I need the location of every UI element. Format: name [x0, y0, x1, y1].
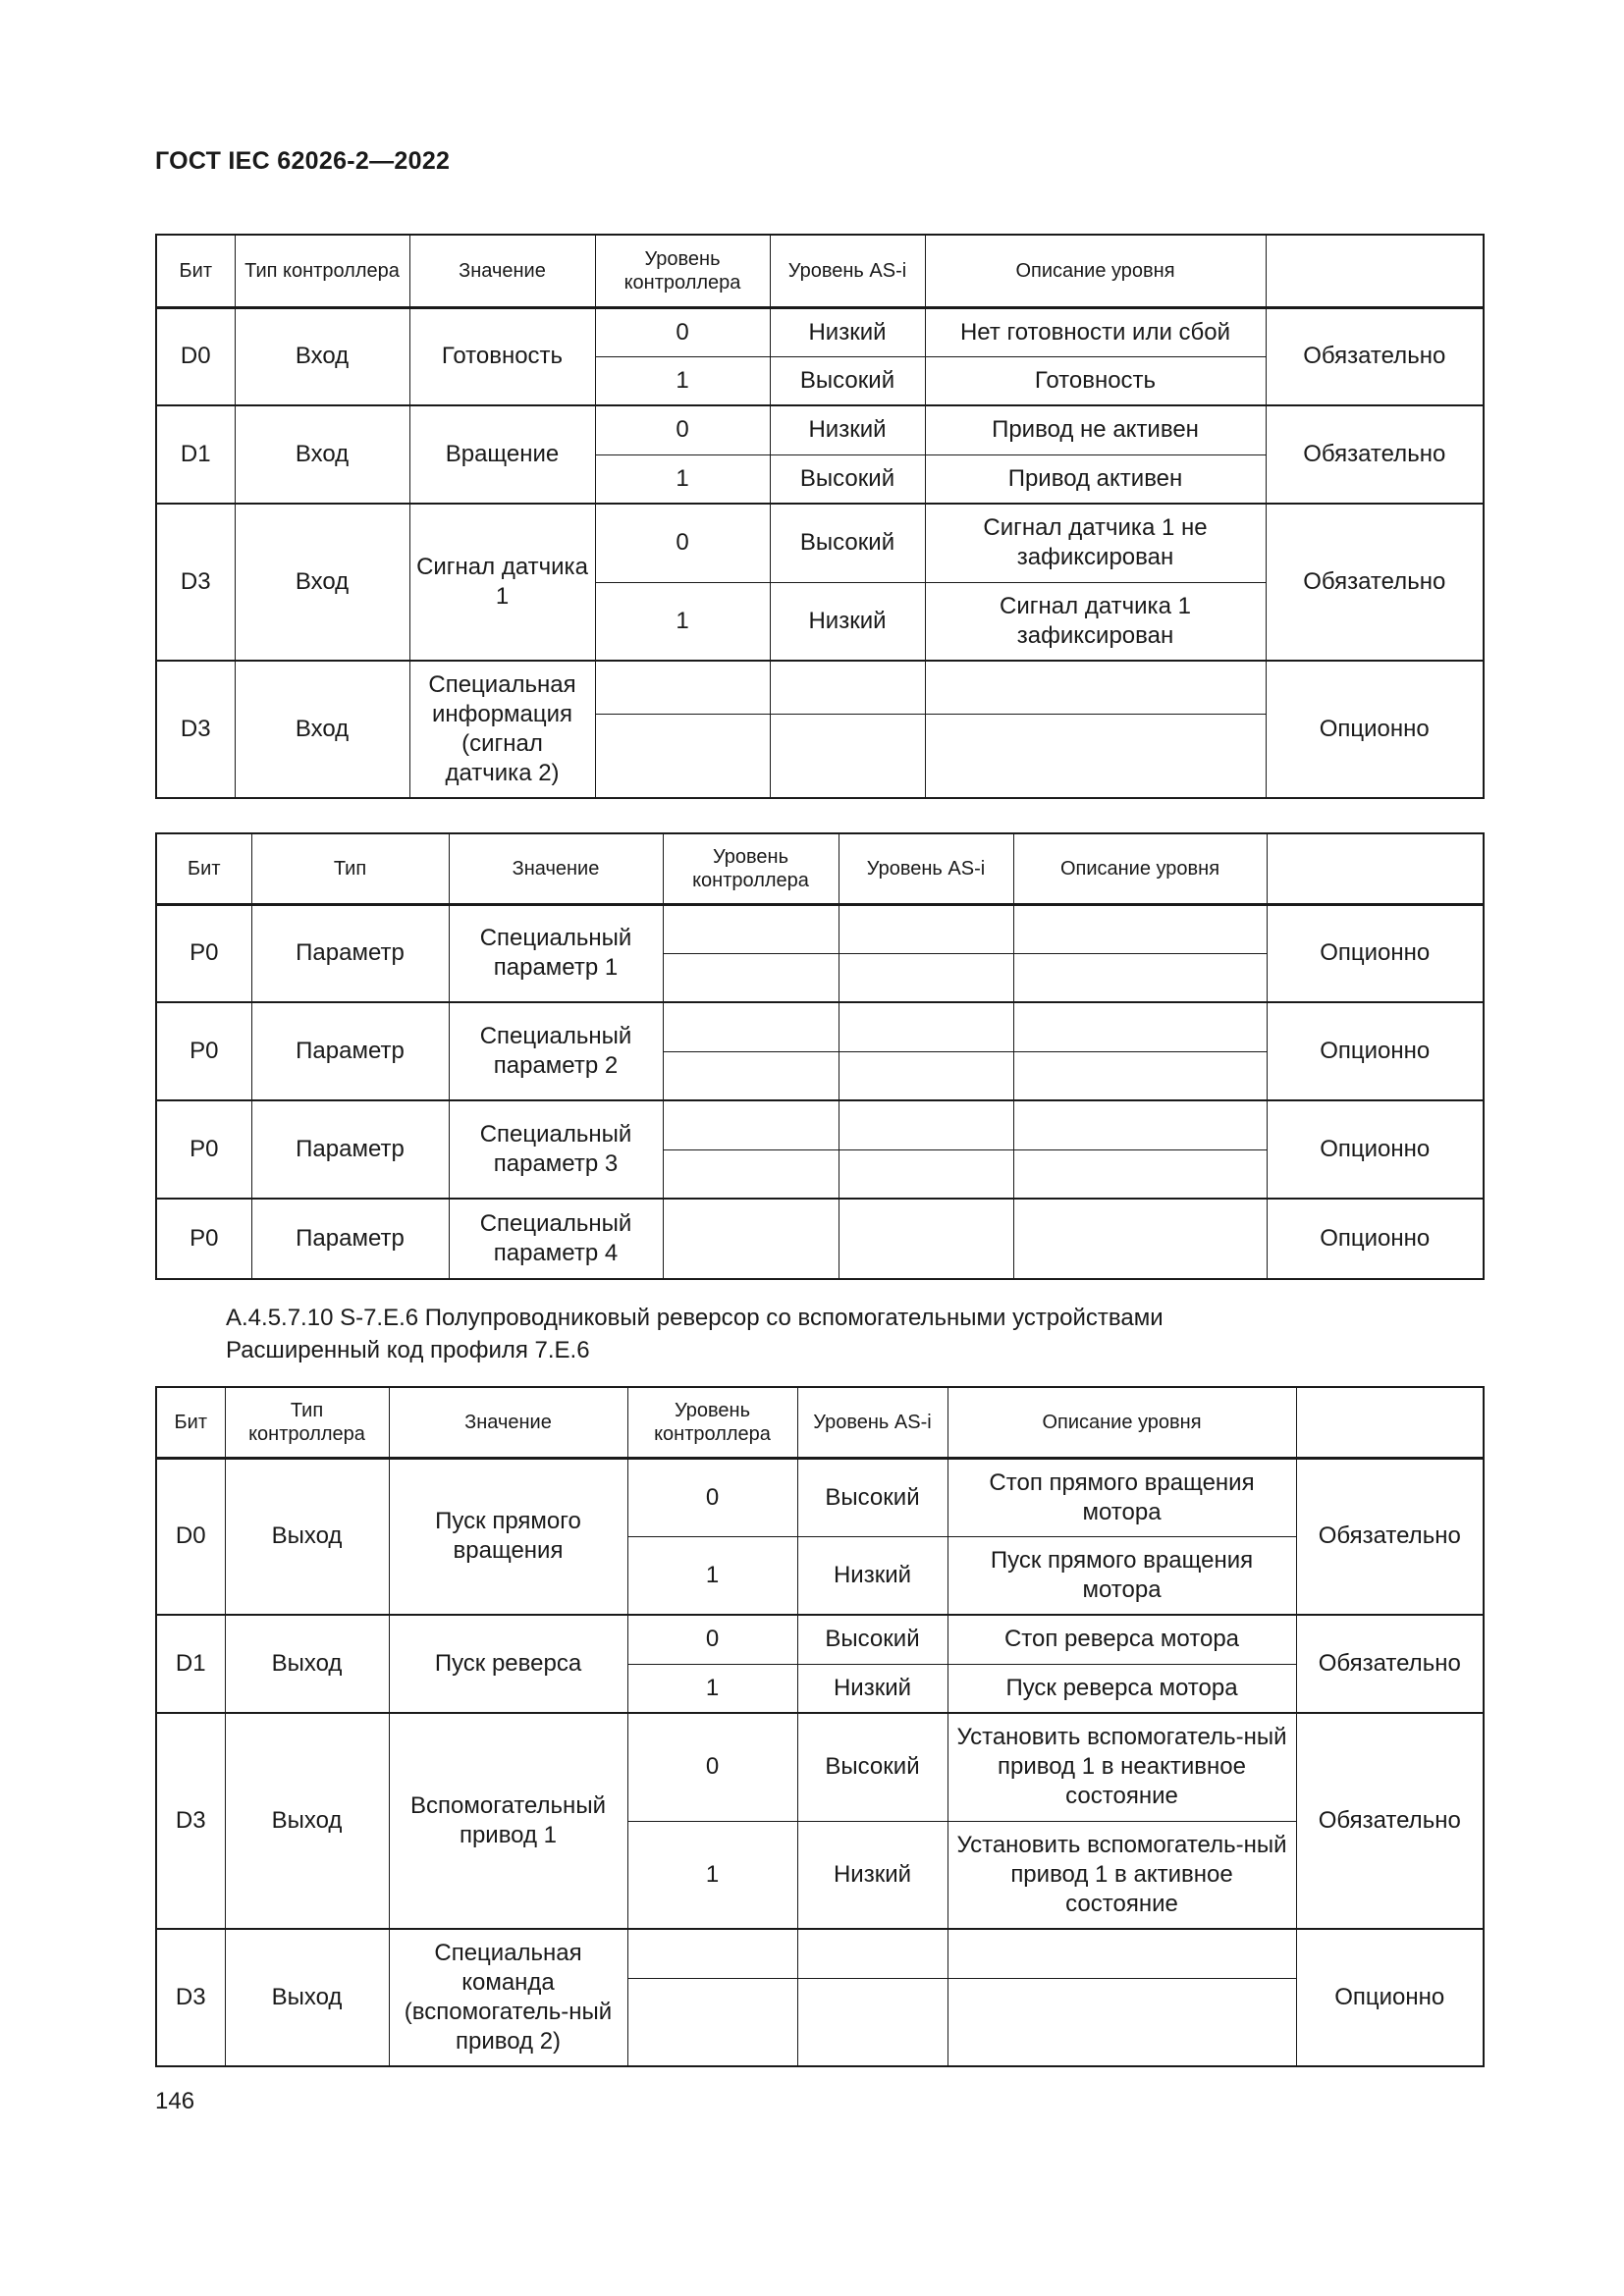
cell-description: Нет готовности или сбой [925, 307, 1266, 356]
cell-description [947, 1978, 1296, 2066]
cell-controller-level [595, 661, 770, 714]
cell-description: Стоп реверса мотора [947, 1615, 1296, 1664]
column-header-controller-level: Уровень контроллера [663, 833, 839, 904]
cell-requirement: Опционно [1267, 1100, 1484, 1199]
cell-controller-level: 1 [595, 454, 770, 504]
cell-type: Вход [235, 405, 409, 504]
cell-empty [1013, 1002, 1267, 1051]
cell-asi-level: Низкий [770, 582, 925, 661]
cell-asi-level: Высокий [797, 1615, 947, 1664]
cell-description: Установить вспомогатель-ный привод 1 в активное состояние [947, 1821, 1296, 1929]
column-header-requirement [1296, 1387, 1484, 1458]
column-header-requirement [1266, 235, 1484, 307]
cell-description: Готовность [925, 356, 1266, 405]
cell-description [947, 1929, 1296, 1978]
cell-value: Специальный параметр 4 [449, 1199, 663, 1279]
cell-asi-level: Низкий [770, 307, 925, 356]
table-inputs [155, 234, 1485, 799]
cell-controller-level: 0 [627, 1713, 797, 1821]
page-number: 146 [155, 2088, 195, 2114]
cell-bit: D1 [156, 405, 235, 504]
cell-requirement: Опционно [1267, 1002, 1484, 1100]
column-header-value: Значение [449, 833, 663, 904]
cell-empty [1013, 1051, 1267, 1100]
cell-value: Специальный параметр 1 [449, 904, 663, 1002]
cell-empty [663, 953, 839, 1002]
cell-description: Привод активен [925, 454, 1266, 504]
column-header-value: Значение [389, 1387, 627, 1458]
cell-value: Специальный параметр 2 [449, 1002, 663, 1100]
section-title: А.4.5.7.10 S-7.E.6 Полупроводниковый реверсор со вспомогательными устройствами [226, 1305, 1164, 1331]
cell-empty [839, 1199, 1013, 1279]
cell-controller-level: 0 [595, 504, 770, 582]
cell-description: Сигнал датчика 1 зафиксирован [925, 582, 1266, 661]
column-header-level-description: Описание уровня [1013, 833, 1267, 904]
cell-bit: D0 [156, 1458, 225, 1615]
cell-bit: P0 [156, 904, 251, 1002]
cell-type: Выход [225, 1929, 389, 2066]
cell-value: Специальная информация (сигнал датчика 2) [409, 661, 595, 798]
cell-empty [839, 1100, 1013, 1149]
cell-requirement: Опционно [1296, 1929, 1484, 2066]
table-parameters [155, 832, 1485, 1280]
cell-type: Параметр [251, 1100, 449, 1199]
cell-description: Сигнал датчика 1 не зафиксирован [925, 504, 1266, 582]
cell-requirement: Опционно [1267, 904, 1484, 1002]
cell-description: Стоп прямого вращения мотора [947, 1458, 1296, 1536]
cell-bit: P0 [156, 1199, 251, 1279]
cell-asi-level [770, 714, 925, 798]
cell-type: Выход [225, 1458, 389, 1615]
cell-controller-level: 1 [627, 1664, 797, 1713]
table-outputs [155, 1386, 1485, 2067]
cell-value: Пуск прямого вращения [389, 1458, 627, 1615]
cell-value: Специальная команда (вспомогатель-ный привод 2) [389, 1929, 627, 2066]
cell-empty [663, 1002, 839, 1051]
cell-controller-level: 0 [595, 307, 770, 356]
cell-empty [663, 1149, 839, 1199]
cell-controller-level: 0 [627, 1458, 797, 1536]
cell-empty [839, 904, 1013, 953]
cell-asi-level: Высокий [770, 454, 925, 504]
cell-asi-level: Высокий [797, 1713, 947, 1821]
cell-bit: P0 [156, 1002, 251, 1100]
cell-asi-level: Низкий [797, 1536, 947, 1615]
cell-asi-level: Низкий [770, 405, 925, 454]
cell-empty [839, 1051, 1013, 1100]
cell-value: Специальный параметр 3 [449, 1100, 663, 1199]
column-header-level-description: Описание уровня [925, 235, 1266, 307]
cell-asi-level: Низкий [797, 1821, 947, 1929]
cell-controller-level: 1 [627, 1536, 797, 1615]
cell-empty [663, 1051, 839, 1100]
cell-asi-level [770, 661, 925, 714]
section-profile-code: Расширенный код профиля 7.E.6 [226, 1337, 590, 1363]
column-header-asi-level: Уровень AS-i [797, 1387, 947, 1458]
cell-bit: D0 [156, 307, 235, 405]
cell-asi-level [797, 1929, 947, 1978]
column-header-type: Тип контроллера [235, 235, 409, 307]
column-header-asi-level: Уровень AS-i [839, 833, 1013, 904]
cell-value: Пуск реверса [389, 1615, 627, 1713]
cell-description: Пуск реверса мотора [947, 1664, 1296, 1713]
column-header-bit: Бит [156, 1387, 225, 1458]
cell-description [925, 714, 1266, 798]
cell-empty [839, 953, 1013, 1002]
cell-requirement: Обязательно [1266, 405, 1484, 504]
cell-empty [839, 1002, 1013, 1051]
cell-bit: D3 [156, 504, 235, 661]
cell-value: Сигнал датчика 1 [409, 504, 595, 661]
column-header-value: Значение [409, 235, 595, 307]
cell-requirement: Опционно [1267, 1199, 1484, 1279]
column-header-type: Тип контроллера [225, 1387, 389, 1458]
cell-requirement: Обязательно [1296, 1713, 1484, 1929]
cell-type: Параметр [251, 904, 449, 1002]
cell-requirement: Обязательно [1266, 504, 1484, 661]
column-header-bit: Бит [156, 235, 235, 307]
cell-controller-level: 1 [627, 1821, 797, 1929]
cell-empty [1013, 904, 1267, 953]
cell-type: Параметр [251, 1002, 449, 1100]
cell-controller-level [627, 1978, 797, 2066]
cell-controller-level [627, 1929, 797, 1978]
cell-value: Вспомогательный привод 1 [389, 1713, 627, 1929]
cell-description: Пуск прямого вращения мотора [947, 1536, 1296, 1615]
column-header-bit: Бит [156, 833, 251, 904]
cell-empty [663, 904, 839, 953]
cell-bit: D3 [156, 661, 235, 798]
cell-empty [839, 1149, 1013, 1199]
cell-description: Установить вспомогатель-ный привод 1 в неактивное состояние [947, 1713, 1296, 1821]
column-header-type: Тип [251, 833, 449, 904]
cell-controller-level: 0 [627, 1615, 797, 1664]
cell-requirement: Обязательно [1296, 1615, 1484, 1713]
cell-requirement: Обязательно [1266, 307, 1484, 405]
cell-empty [663, 1199, 839, 1279]
cell-type: Вход [235, 661, 409, 798]
cell-empty [663, 1100, 839, 1149]
cell-type: Параметр [251, 1199, 449, 1279]
cell-controller-level: 0 [595, 405, 770, 454]
cell-bit: D1 [156, 1615, 225, 1713]
cell-requirement: Обязательно [1296, 1458, 1484, 1615]
cell-empty [1013, 953, 1267, 1002]
column-header-controller-level: Уровень контроллера [595, 235, 770, 307]
cell-type: Вход [235, 307, 409, 405]
cell-type: Выход [225, 1713, 389, 1929]
section-heading [226, 1302, 1164, 1366]
column-header-controller-level: Уровень контроллера [627, 1387, 797, 1458]
cell-description: Привод не активен [925, 405, 1266, 454]
cell-type: Вход [235, 504, 409, 661]
cell-asi-level [797, 1978, 947, 2066]
cell-controller-level: 1 [595, 356, 770, 405]
cell-bit: P0 [156, 1100, 251, 1199]
cell-description [925, 661, 1266, 714]
cell-bit: D3 [156, 1929, 225, 2066]
document-header: ГОСТ IEC 62026-2—2022 [155, 147, 451, 175]
column-header-level-description: Описание уровня [947, 1387, 1296, 1458]
cell-asi-level: Высокий [770, 356, 925, 405]
cell-controller-level [595, 714, 770, 798]
cell-empty [1013, 1100, 1267, 1149]
cell-empty [1013, 1199, 1267, 1279]
cell-value: Готовность [409, 307, 595, 405]
cell-value: Вращение [409, 405, 595, 504]
column-header-asi-level: Уровень AS-i [770, 235, 925, 307]
cell-asi-level: Высокий [770, 504, 925, 582]
cell-requirement: Опционно [1266, 661, 1484, 798]
cell-asi-level: Высокий [797, 1458, 947, 1536]
cell-type: Выход [225, 1615, 389, 1713]
cell-bit: D3 [156, 1713, 225, 1929]
cell-asi-level: Низкий [797, 1664, 947, 1713]
cell-controller-level: 1 [595, 582, 770, 661]
column-header-requirement [1267, 833, 1484, 904]
cell-empty [1013, 1149, 1267, 1199]
